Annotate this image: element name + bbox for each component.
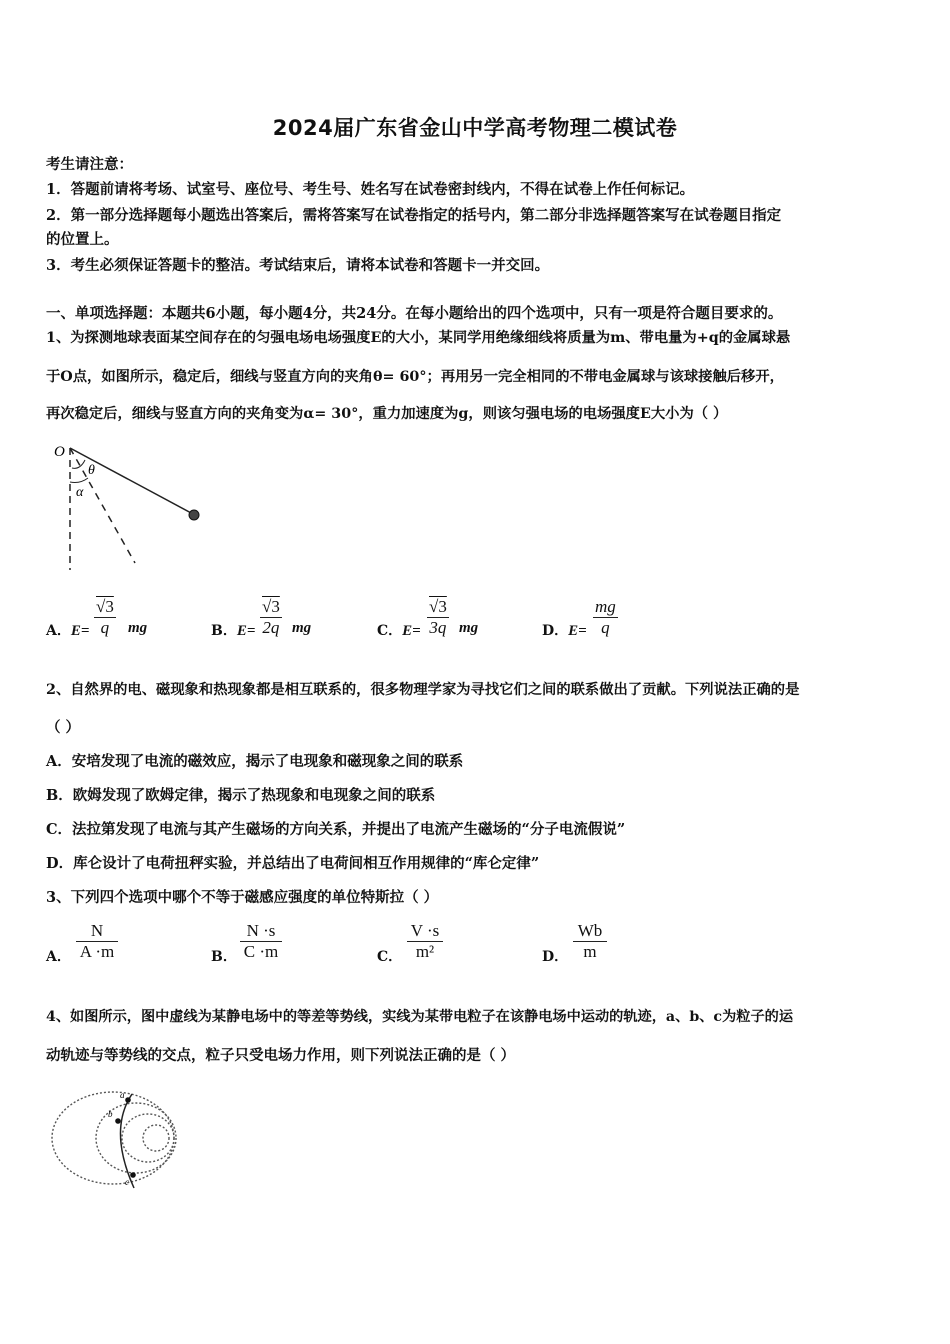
q3-option-b[interactable]: B． — [211, 949, 237, 965]
q1-line-2: 于O点，如图所示，稳定后，细线与竖直方向的夹角θ= 60°；再用另一完全相同的不带电金属球与该球接触后移开， — [46, 369, 784, 385]
q2-line-1: 2、自然界的电、磁现象和热现象都是相互联系的，很多物理学家为寻找它们之间的联系做出了贡献。下列说法正确的是 — [46, 682, 800, 698]
notice-item-1: 1．答题前请将考场、试室号、座位号、考生号、姓名写在试卷密封线内，不得在试卷上作任何标记。 — [46, 181, 695, 198]
q2-option-c[interactable]: C．法拉第发现了电流与其产生磁场的方向关系，并提出了电流产生磁场的“分子电流假说” — [46, 821, 626, 838]
q1-option-c-mg: mg — [459, 620, 479, 636]
notice-item-2-cont: 的位置上。 — [46, 231, 119, 248]
section-heading: 一、单项选择题：本题共6小题，每小题4分，共24分。在每小题给出的四个选项中，只有一项是符合题目要求的。 — [46, 305, 783, 322]
q3-line: 3、下列四个选项中哪个不等于磁感应强度的单位特斯拉（ ） — [46, 889, 439, 906]
notice-item-3: 3．考生必须保证答题卡的整洁。考试结束后，请将本试卷和答题卡一并交回。 — [46, 257, 550, 274]
notice-item-2: 2．第一部分选择题每小题选出答案后，需将答案写在试卷指定的括号内，第二部分非选择题答案写在试卷题目指定 — [46, 207, 782, 224]
q1-option-a[interactable]: A．E= — [46, 623, 90, 639]
label-a: a — [120, 1090, 125, 1100]
q1-option-a-mg: mg — [128, 620, 148, 636]
label-b: b — [108, 1109, 113, 1119]
notice-heading: 考生请注意： — [46, 156, 133, 173]
q1-line-1: 1、为探测地球表面某空间存在的匀强电场电场强度E的大小，某同学用绝缘细线将质量为m、带电量为+q的金属球悬 — [46, 330, 791, 346]
q2-option-b[interactable]: B．欧姆发现了欧姆定律，揭示了热现象和电现象之间的联系 — [46, 787, 436, 804]
pendulum-figure — [50, 438, 220, 578]
q3-option-d-frac: $\frac{Wb}{m}$ — [573, 921, 607, 962]
q3-option-d[interactable]: D． — [542, 949, 569, 965]
q3-option-b-frac: $\frac{N \cdot s}{C \cdot m}$ — [240, 921, 282, 962]
q2-option-d[interactable]: D．库仑设计了电荷扭秤实验，并总结出了电荷间相互作用规律的“库仑定律” — [46, 855, 540, 872]
page-title: 2024届广东省金山中学高考物理二模试卷 — [272, 116, 678, 140]
label-theta: θ — [88, 463, 95, 478]
equipotential-figure — [48, 1084, 188, 1196]
q1-option-c[interactable]: C．E= — [377, 623, 421, 639]
q1-option-a-frac: $\frac{√3}{q}$ — [96, 597, 114, 637]
q1-option-d[interactable]: D．E= — [542, 623, 587, 639]
q1-option-b-frac: $\frac{√3}{2q}$ — [262, 597, 280, 637]
q1-option-b[interactable]: B．E= — [211, 623, 256, 639]
label-c: c — [125, 1177, 129, 1187]
label-alpha: α — [76, 485, 84, 500]
q3-option-c[interactable]: C． — [377, 949, 403, 965]
q1-option-d-frac: $\frac{mg}{q}$ — [595, 597, 616, 637]
q1-option-c-frac: $\frac{√3}{3q}$ — [429, 597, 447, 637]
q1-line-3: 再次稳定后，细线与竖直方向的夹角变为α= 30°，重力加速度为g，则该匀强电场的电场强度E大小为（ ） — [46, 406, 728, 422]
q3-option-a-frac: $\frac{N}{A \cdot m}$ — [76, 921, 118, 962]
q2-line-2: （ ） — [46, 719, 81, 736]
q3-option-a[interactable]: A． — [46, 949, 71, 965]
q3-option-c-frac: $\frac{V \cdot s}{\text{m²}}$ — [407, 921, 443, 962]
label-o: O — [54, 444, 65, 460]
q2-option-a[interactable]: A．安培发现了电流的磁效应，揭示了电现象和磁现象之间的联系 — [46, 753, 464, 770]
q4-line-1: 4、如图所示，图中虚线为某静电场中的等差等势线，实线为某带电粒子在该静电场中运动的轨迹，a、b、c为粒子的运 — [46, 1009, 794, 1025]
q1-option-b-mg: mg — [292, 620, 312, 636]
q4-line-2: 动轨迹与等势线的交点，粒子只受电场力作用，则下列说法正确的是（ ） — [46, 1047, 516, 1064]
